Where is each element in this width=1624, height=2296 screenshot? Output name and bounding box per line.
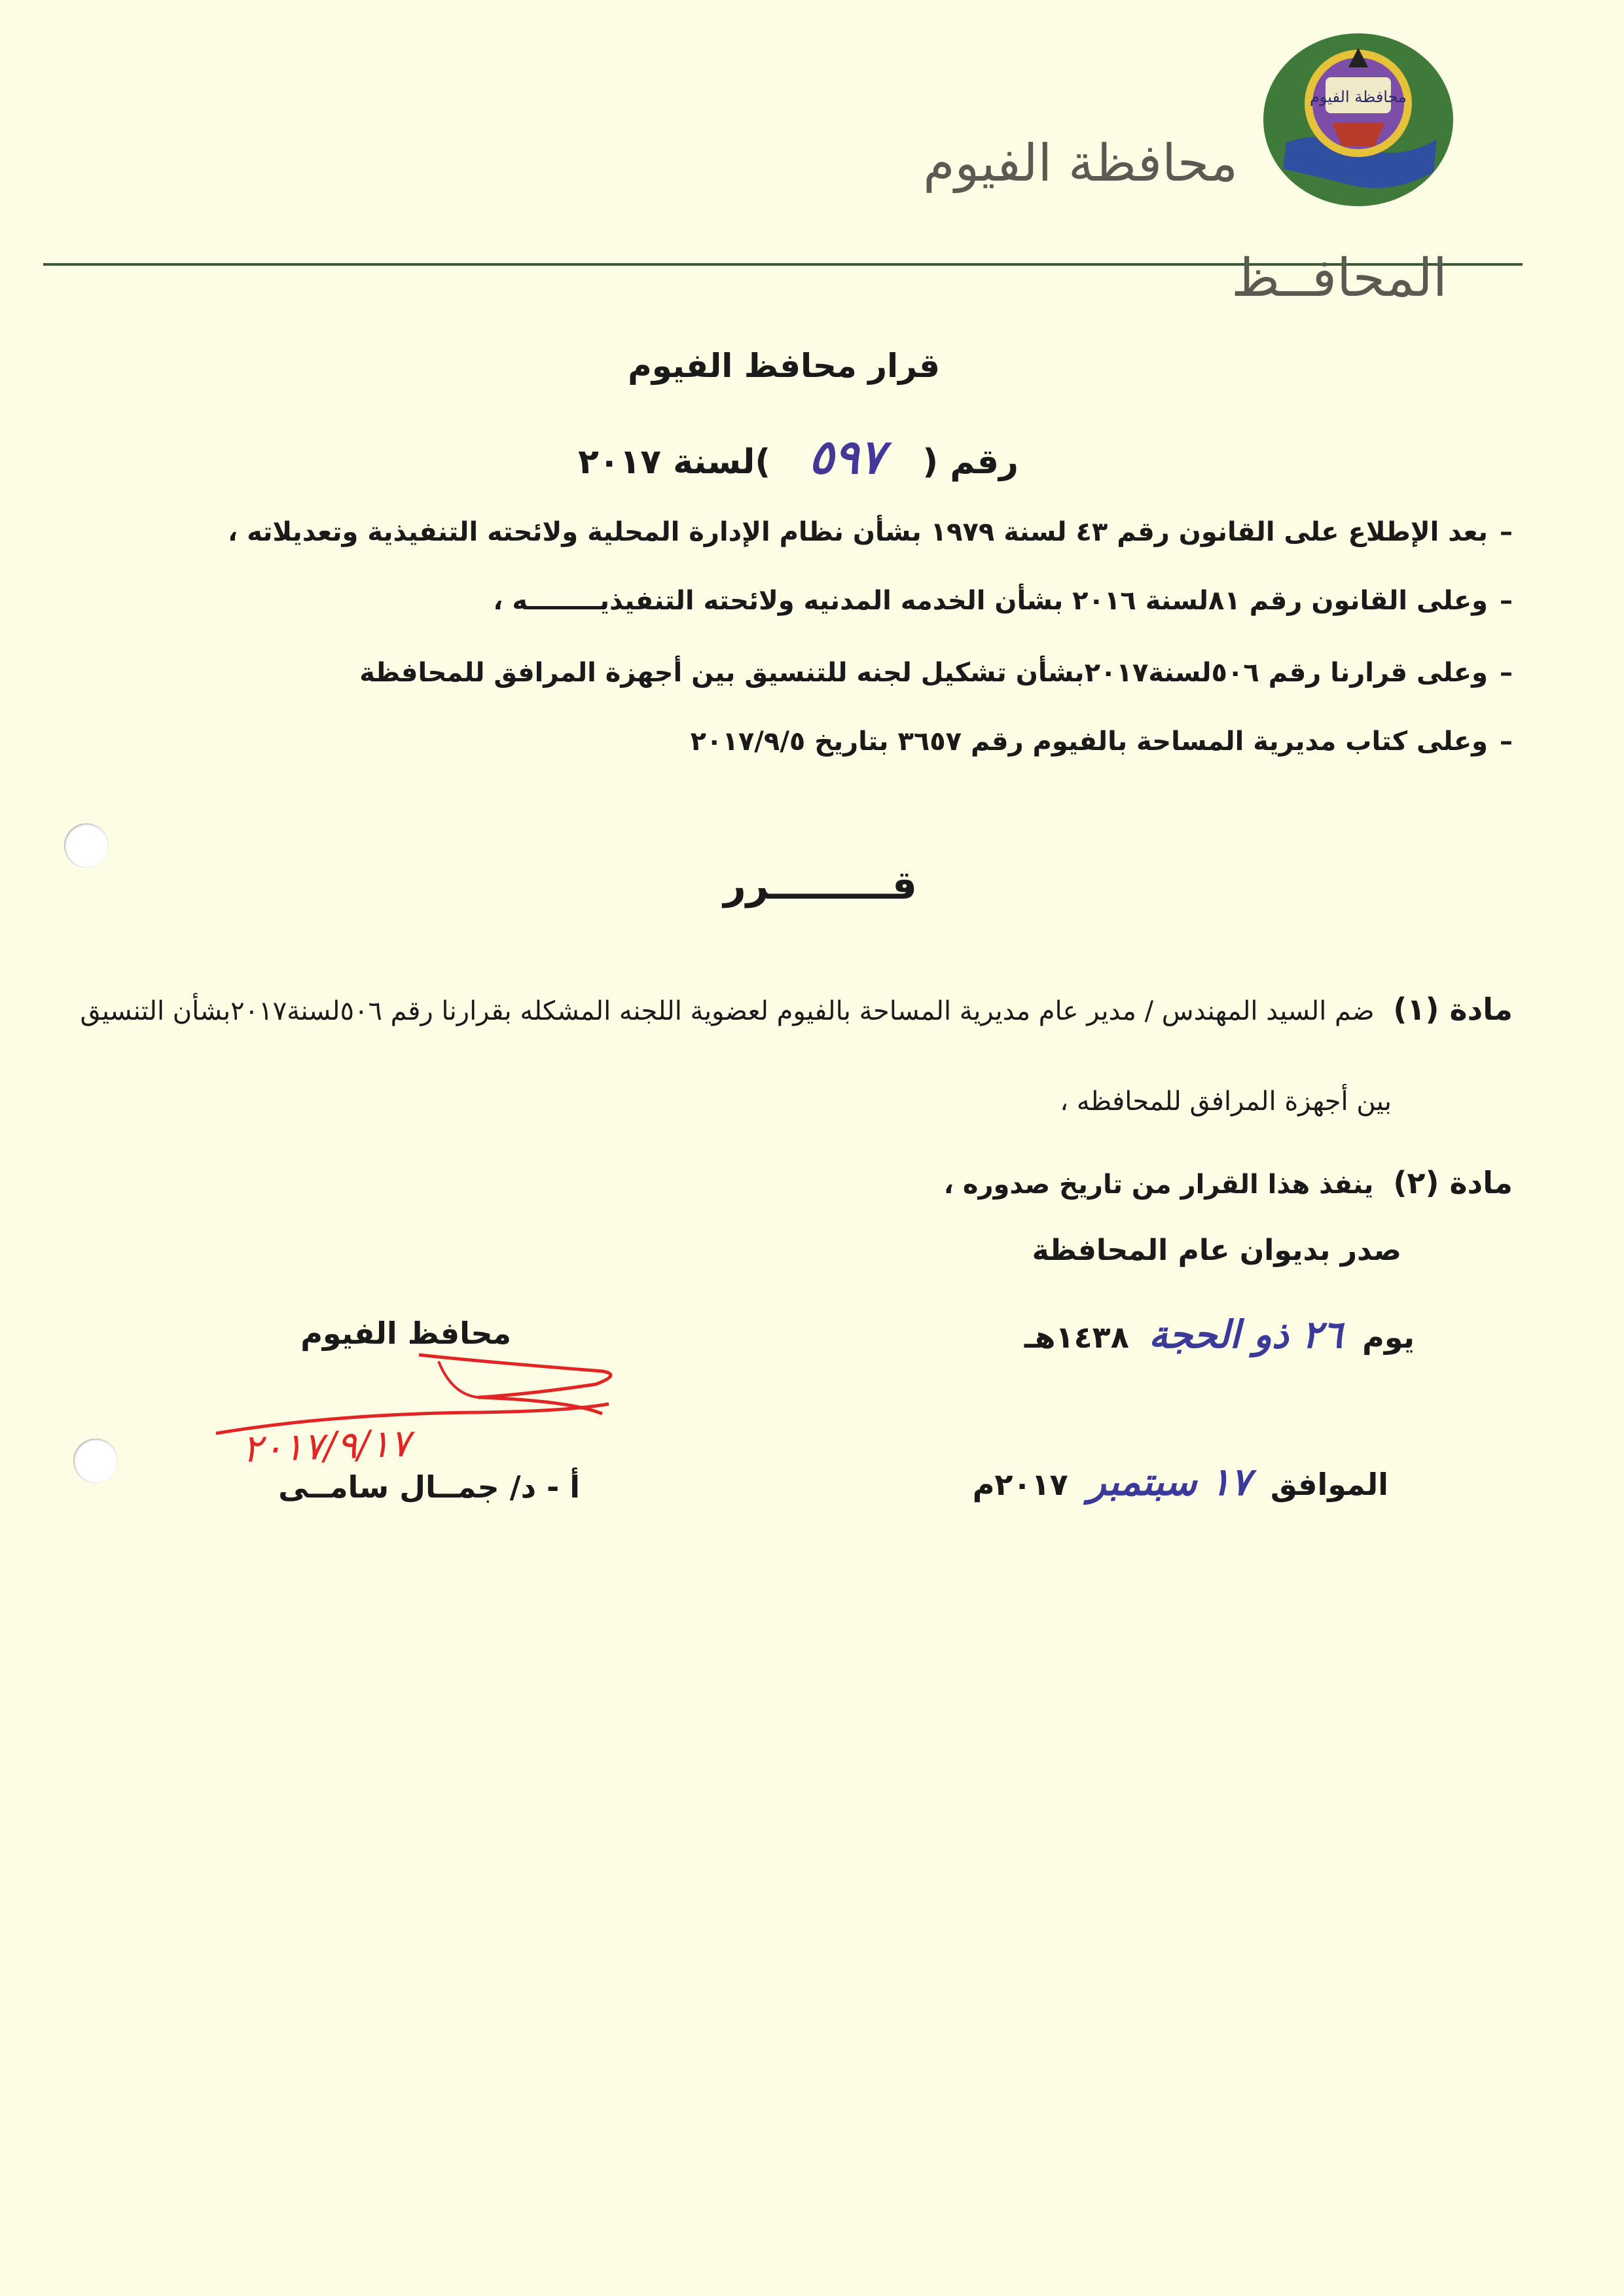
article-1-continued	[1060, 1086, 1392, 1117]
day-label: يوم	[1362, 1319, 1415, 1355]
greg-handwritten: ١٧ سبتمبر	[1087, 1460, 1251, 1504]
governorate-seal	[1260, 31, 1456, 208]
signatory-name: أ - د/ جمــال سامــى	[278, 1469, 580, 1505]
signature-handwritten-date: ٢٠١٧/٩/١٧	[241, 1420, 412, 1471]
hijri-handwritten: ٢٦ ذو الحجة	[1148, 1312, 1343, 1357]
punch-hole	[73, 1439, 118, 1483]
decree-number-prefix: رقم (	[922, 442, 1019, 482]
gregorian-date	[973, 1460, 1388, 1504]
issued-at: صدر بديوان عام المحافظة	[1032, 1234, 1401, 1267]
article-label: مادة (٢)	[1393, 1165, 1513, 1200]
decree-number	[578, 429, 1019, 484]
greg-year: ٢٠١٧م	[972, 1467, 1068, 1502]
governorate-name: محافظة الفيوم	[923, 134, 1238, 193]
article-text: ينفذ هذا القرار من تاريخ صدوره ،	[943, 1170, 1374, 1200]
preamble-line: –وعلى القانون رقم ٨١لسنة ٢٠١٦ بشأن الخدمه المدنيه ولائحته التنفيذيــــــــه ،	[493, 586, 1513, 616]
article-text: ضم السيد المهندس / مدير عام مديرية المساحة بالفيوم لعضوية اللجنه المشكله بقرارنا رقم ٥٠٦لسنة٢٠١٧بشأن التنسيق	[80, 996, 1375, 1026]
greg-label: الموافق	[1270, 1467, 1388, 1502]
article-2	[944, 1165, 1513, 1200]
article-text: بين أجهزة المرافق للمحافظه ،	[1060, 1086, 1392, 1117]
preamble-line: –بعد الإطلاع على القانون رقم ٤٣ لسنة ١٩٧٩ بشأن نظام الإدارة المحلية ولائحته التنفيذية وتعديلاته ،	[227, 517, 1513, 547]
article-1	[81, 992, 1513, 1027]
preamble-line: –وعلى كتاب مديرية المساحة بالفيوم رقم ٣٦٥٧ بتاريخ ٢٠١٧/٩/٥	[690, 726, 1513, 757]
article-label: مادة (١)	[1393, 992, 1513, 1027]
hijri-date	[1024, 1312, 1415, 1357]
signatory-title: محافظ الفيوم	[300, 1316, 511, 1351]
decree-number-handwritten: ٥٩٧	[808, 429, 885, 484]
office-title: المحافــظ	[1231, 247, 1447, 308]
decree-title: قرار محافظ الفيوم	[628, 347, 940, 385]
hijri-year: ١٤٣٨هـ	[1024, 1319, 1129, 1355]
punch-hole	[64, 823, 109, 868]
svg-text:محافظة الفيوم: محافظة الفيوم	[1310, 88, 1407, 106]
decree-number-suffix: )لسنة ٢٠١٧	[578, 442, 771, 482]
decides-heading: قـــــــــرر	[723, 863, 917, 908]
preamble-line: –وعلى قرارنا رقم ٥٠٦لسنة٢٠١٧بشأن تشكيل لجنه للتنسيق بين أجهزة المرافق للمحافظة	[359, 658, 1513, 688]
